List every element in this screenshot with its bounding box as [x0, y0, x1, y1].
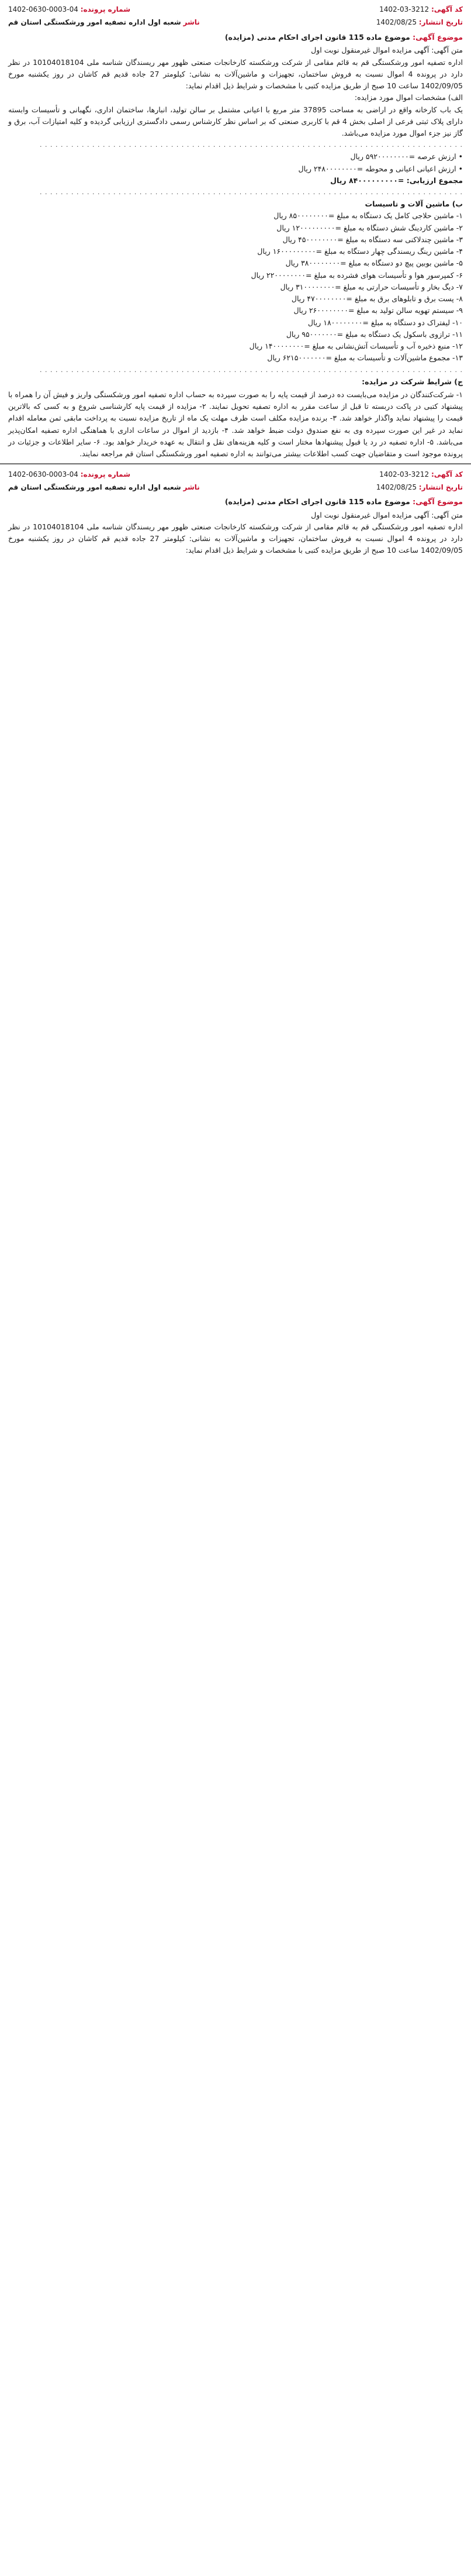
ad-number-field: شماره پرونده: 1402-0630-0003-04	[8, 5, 130, 14]
equipment-heading: ب) ماشین آلات و تاسیسات	[365, 199, 463, 208]
separator-dots: . . . . . . . . . . . . . . . . . . . . . . . . . . . . . . . . . . . . . . . . . . . . . . . . . . . . . . . . . . . . . . . . . . . . . . . . . . . . . . . . .	[40, 366, 463, 374]
ad-number-value: 1402-0630-0003-04	[8, 5, 78, 14]
valuation-land: • ارزش عرصه =۵۹۲۰۰۰۰۰۰۰۰ ریال	[350, 152, 463, 161]
issuer-value: شعبه اول اداره تصفیه امور ورشکستگی استان قم	[8, 18, 181, 27]
valuation-total: مجموع ارزیابی: =۸۴۰۰۰۰۰۰۰۰۰ ریال	[330, 175, 463, 185]
publish-date-field: تاریخ انتشار: 1402/08/25	[376, 18, 463, 27]
equipment-item: ۳- ماشین چندلاکنی سه دستگاه به مبلغ =۴۵۰۰۰۰۰۰۰۰ ریال	[282, 235, 463, 244]
ad-code-value: 1402-03-3212	[379, 5, 430, 14]
equipment-item: ۲- ماشین کاردینگ شش دستگاه به مبلغ =۱۲۰۰۰۰۰۰۰۰۰ ریال	[276, 223, 463, 232]
notice-1	[0, 0, 471, 460]
conditions-heading: ج) شرایط شرکت در مزایده:	[362, 377, 463, 386]
issuer-field: ناشر شعبه اول اداره تصفیه امور ورشکستگی استان قم	[8, 483, 200, 491]
conditions-text: ۱- شرکت‌کنندگان در مزایده می‌بایست ده درصد از قیمت پایه را به صورت سپرده به حساب اداره تصفیه امور ورشکستگی واریز و فیش آن را همراه با پیشنهاد کتبی در پاکت دربسته تا قبل از ساعت مقرر به اداره تصفیه تحویل نمایند. ۲- مزایده از قیمت پایه کارشناسی شروع و به کسی که بالاترین قیمت را پیشنهاد نماید واگذار خواهد شد. ۳- برنده مزایده مکلف است ظرف مهلت یک ماه از تاریخ مزایده نسبت به پرداخت مابقی ثمن معامله اقدام نماید در غیر این صورت سپرده وی به نفع صندوق دولت ضبط خواهد شد. ۴- بازدید از اموال در ساعات اداری با هماهنگی اداره تصفیه امکان‌پذیر می‌باشد. ۵- اداره تصفیه در رد یا قبول پیشنهادها مختار است و کلیه هزینه‌های نقل و انتقال به عهده خریدار خواهد بود. ۶- سایر اطلاعات و جزئیات در پرونده موجود است و متقاضیان جهت کسب اطلاعات بیشتر می‌توانند به اداره تصفیه امور ورشکستگی استان قم مراجعه نمایند.	[8, 390, 463, 458]
notice-header-row	[8, 468, 463, 481]
publish-date-value: 1402/08/25	[376, 18, 417, 27]
valuation-building: • ارزش اعیانی اعیانی و محوطه =۲۴۸۰۰۰۰۰۰۰۰ ریال	[298, 164, 463, 173]
equipment-item: ۸- پست برق و تابلوهای برق به مبلغ =۴۷۰۰۰۰۰۰۰۰ ریال	[291, 294, 463, 303]
equipment-item: ۱- ماشین حلاجی کامل یک دستگاه به مبلغ =۸۵۰۰۰۰۰۰۰۰ ریال	[273, 211, 463, 221]
notice-body: متن آگهی: آگهی مزایده اموال غیرمنقول نوبت اول اداره تصفیه امور ورشکستگی قم به قائم مقامی از شرکت ورشکسته کارخانجات صنعتی ظهور مهر ریسندگان شناسه ملی 10104018104 در نظر دارد در پرونده 4 اموال نسبت به فروش ساختمان، تجهیزات و ماشین‌آلات به نشانی: کیلومتر 27 جاده قدیم قم کاشان در روز یکشنبه مورخ 1402/09/05 ساعت 10 صبح از طریق مزایده کتبی با مشخصات و شرایط ذیل اقدام نماید:	[8, 510, 463, 555]
equipment-item: ۱۰- لیفتراک دو دستگاه به مبلغ =۱۸۰۰۰۰۰۰۰۰ ریال	[307, 318, 463, 327]
equipment-item: ۴- ماشین رینگ ریسندگی چهار دستگاه به مبلغ =۱۶۰۰۰۰۰۰۰۰۰ ریال	[257, 247, 463, 256]
notice-2	[0, 464, 471, 556]
notice-body: متن آگهی: آگهی مزایده اموال غیرمنقول نوبت اول اداره تصفیه امور ورشکستگی قم به قائم مقامی از شرکت ورشکسته کارخانجات صنعتی ظهور مهر ریسندگان شناسه ملی 10104018104 در نظر دارد در پرونده 4 اموال نسبت به فروش ساختمان، تجهیزات و ماشین‌آلات به نشانی: کیلومتر 27 جاده قدیم قم کاشان در روز یکشنبه مورخ 1402/09/05 ساعت 10 صبح از طریق مزایده کتبی با مشخصات و شرایط ذیل اقدام نماید: الف) مشخصات اموال مورد مزایده: یک باب کارخانه واقع در اراضی به مساحت 37895 متر مربع با اعیانی مشتمل بر سالن تولید، انبارها، ساختمان اداری، نگهبانی و تأسیسات وابسته دارای پلاک ثبتی فرعی از اصلی بخش 4 قم با کاربری صنعتی که بر اساس نظر کارشناس رسمی دادگستری ارزیابی گردیده و کلیه امتیازات آب، برق و گاز نیز جزء اموال مورد مزایده می‌باشد.	[8, 46, 463, 137]
ad-number-field: شماره پرونده: 1402-0630-0003-04	[8, 470, 130, 478]
equipment-list	[8, 210, 463, 364]
separator-dots: . . . . . . . . . . . . . . . . . . . . . . . . . . . . . . . . . . . . . . . . . . . . . . . . . . . . . . . . . . . . . . . . . . . . . . . . . . . . . . . . .	[40, 188, 463, 196]
notice-issuer-row	[8, 481, 463, 494]
valuation-block	[8, 151, 463, 187]
notice-subject: موضوع آگهی: موضوع ماده 115 قانون اجرای احکام مدنی (مزایده)	[224, 497, 463, 507]
equipment-item: ۱۲- منبع ذخیره آب و تأسیسات آتش‌نشانی به مبلغ =۱۴۰۰۰۰۰۰۰۰ ریال	[249, 342, 463, 350]
issuer-field: ناشر شعبه اول اداره تصفیه امور ورشکستگی استان قم	[8, 18, 200, 27]
equipment-item: ۵- ماشین بوبین پیچ دو دستگاه به مبلغ =۳۸۰۰۰۰۰۰۰۰ ریال	[285, 259, 463, 268]
equipment-item: ۷- دیگ بخار و تأسیسات حرارتی به مبلغ =۳۱۰۰۰۰۰۰۰۰ ریال	[280, 282, 463, 291]
issuer-value: شعبه اول اداره تصفیه امور ورشکستگی استان قم	[8, 483, 181, 491]
notice-header-row	[8, 4, 463, 16]
publish-date-field: تاریخ انتشار: 1402/08/25	[376, 483, 463, 491]
notice-subject: موضوع آگهی: موضوع ماده 115 قانون اجرای احکام مدنی (مزایده)	[224, 33, 463, 42]
ad-code-field: کد آگهی: 1402-03-3212	[379, 5, 463, 14]
equipment-item: ۹- سیستم تهویه سالن تولید به مبلغ =۲۶۰۰۰۰۰۰۰۰ ریال	[293, 306, 463, 315]
separator-dots: . . . . . . . . . . . . . . . . . . . . . . . . . . . . . . . . . . . . . . . . . . . . . . . . . . . . . . . . . . . . . . . . . . . . . . . . . . . . . . . . .	[40, 141, 463, 149]
publish-date-value: 1402/08/25	[376, 483, 417, 491]
notice-issuer-row	[8, 16, 463, 29]
ad-code-value: 1402-03-3212	[379, 470, 430, 478]
equipment-item: ۱۳- مجموع ماشین‌آلات و تأسیسات به مبلغ =۶۲۱۵۰۰۰۰۰۰۰ ریال	[267, 353, 463, 363]
ad-number-value: 1402-0630-0003-04	[8, 470, 78, 478]
ad-code-field: کد آگهی: 1402-03-3212	[379, 470, 463, 478]
equipment-item: ۶- کمپرسور هوا و تأسیسات هوای فشرده به مبلغ =۲۲۰۰۰۰۰۰۰۰ ریال	[251, 270, 463, 280]
equipment-item: ۱۱- ترازوی باسکول یک دستگاه به مبلغ =۹۵۰۰۰۰۰۰۰ ریال	[286, 329, 463, 339]
